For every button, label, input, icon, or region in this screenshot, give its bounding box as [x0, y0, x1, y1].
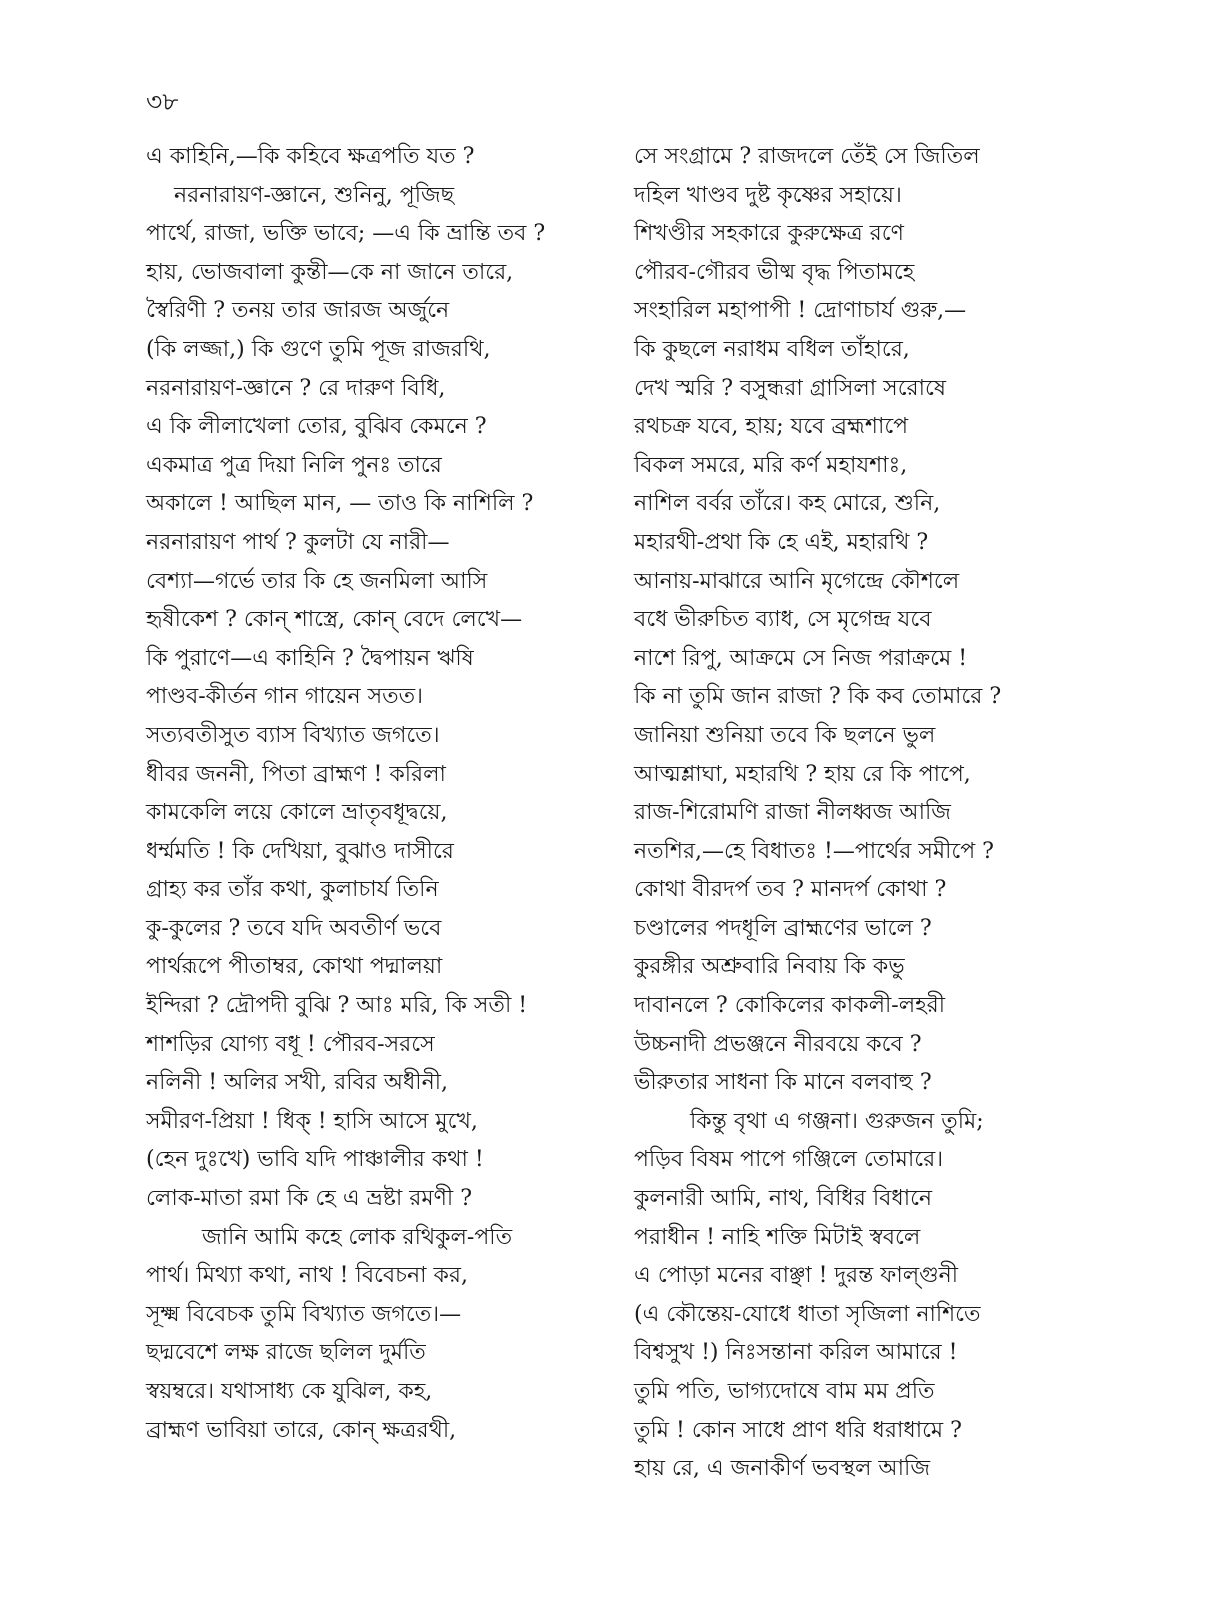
text-line: রাজ-শিরোমণি রাজা নীলধ্বজ আজি [634, 800, 951, 826]
text-line: হৃষীকেশ ? কোন্ শাস্ত্রে, কোন্ বেদে লেখে— [146, 607, 523, 633]
text-line: নতশির,—হে বিধাতঃ !—পার্থের সমীপে ? [634, 838, 994, 864]
text-line: শিখণ্ডীর সহকারে কুরুক্ষেত্র রণে [634, 221, 904, 247]
text-line: কিন্তু বৃথা এ গঞ্জনা। গুরুজন তুমি; [690, 1108, 984, 1134]
text-line: কুলনারী আমি, নাথ, বিধির বিধানে [634, 1186, 933, 1212]
text-line: একমাত্র পুত্র দিয়া নিলি পুনঃ তারে [146, 452, 442, 478]
text-line: নরনারায়ণ পার্থ ? কুলটা যে নারী— [146, 529, 450, 555]
text-line: বধে ভীরুচিত ব্যাধ, সে মৃগেন্দ্র যবে [634, 607, 932, 633]
text-line: আত্মশ্লাঘা, মহারথি ? হায় রে কি পাপে, [634, 761, 971, 787]
text-line: ব্রাহ্মণ ভাবিয়া তারে, কোন্ ক্ষত্ররথী, [146, 1417, 457, 1443]
left-text-column [146, 138, 566, 1450]
text-line: সংহারিল মহাপাপী ! দ্রোণাচার্য গুরু,— [634, 298, 967, 324]
text-line: নরনারায়ণ-জ্ঞানে ? রে দারুণ বিধি, [146, 375, 446, 401]
text-line: বিশ্বসুখ !) নিঃসন্তানা করিল আমারে ! [634, 1340, 958, 1366]
text-line: সত্যবতীসুত ব্যাস বিখ্যাত জগতে। [146, 722, 440, 748]
text-line: (হেন দুঃখে) ভাবি যদি পাঞ্চালীর কথা ! [146, 1147, 484, 1173]
text-line: স্বৈরিণী ? তনয় তার জারজ অর্জুনে [146, 298, 450, 324]
text-line: জানিয়া শুনিয়া তবে কি ছলনে ভুল [634, 722, 936, 748]
text-line: পরাধীন ! নাহি শক্তি মিটাই স্ববলে [634, 1224, 921, 1250]
text-line: কি কুছলে নরাধম বধিল তাঁহারে, [634, 336, 910, 362]
text-line: ভীরুতার সাধনা কি মানে বলবাহু ? [634, 1070, 932, 1096]
text-line: পার্থ। মিথ্যা কথা, নাথ ! বিবেচনা কর, [146, 1263, 469, 1289]
text-line: বেশ্যা—গর্ভে তার কি হে জনমিলা আসি [146, 568, 488, 594]
text-line: এ পোড়া মনের বাঞ্ছা ! দুরন্ত ফাল্গুনী [634, 1263, 959, 1289]
text-line: উচ্চনাদী প্রভঞ্জনে নীরবয়ে কবে ? [634, 1031, 922, 1057]
text-line: কামকেলি লয়ে কোলে ভ্রাতৃবধূদ্বয়ে, [146, 800, 448, 826]
text-line: নাশে রিপু, আক্রমে সে নিজ পরাক্রমে ! [634, 645, 968, 671]
text-line: শাশড়ির যোগ্য বধূ ! পৌরব-সরসে [146, 1031, 435, 1057]
text-line: চণ্ডালের পদধূলি ব্রাহ্মণের ভালে ? [634, 915, 932, 941]
text-line: রথচক্র যবে, হায়; যবে ব্রহ্মশাপে [634, 414, 909, 440]
text-line: জানি আমি কহে লোক রথিকুল-পতি [202, 1224, 513, 1250]
text-line: নলিনী ! অলির সখী, রবির অধীনী, [146, 1070, 448, 1096]
text-line: দহিল খাণ্ডব দুষ্ট কৃষ্ণের সহায়ে। [634, 182, 902, 208]
text-line: পড়িব বিষম পাপে গঞ্জিলে তোমারে। [634, 1147, 944, 1173]
text-line: মহারথী-প্রথা কি হে এই, মহারথি ? [634, 529, 929, 555]
text-line: বিকল সমরে, মরি কর্ণ মহাযশাঃ, [634, 452, 908, 478]
text-line: কোথা বীরদর্প তব ? মানদর্প কোথা ? [634, 877, 947, 903]
text-line: কু-কুলের ? তবে যদি অবতীর্ণ ভবে [146, 915, 442, 941]
text-line: গ্রাহ্য কর তাঁর কথা, কুলাচার্য তিনি [146, 877, 439, 903]
text-line: পার্থে, রাজা, ভক্তি ভাবে; —এ কি ভ্রান্তি তব ? [146, 221, 546, 247]
text-line: সূক্ষ্ম বিবেচক তুমি বিখ্যাত জগতে।— [146, 1301, 462, 1327]
text-line: দেখ স্মরি ? বসুন্ধরা গ্রাসিলা সরোষে [634, 375, 946, 401]
text-line: দাবানলে ? কোকিলের কাকলী-লহরী [634, 993, 946, 1019]
text-line: এ কাহিনি,—কি কহিবে ক্ষত্রপতি যত ? [146, 144, 475, 169]
text-line: কি পুরাণে—এ কাহিনি ? দ্বৈপায়ন ঋষি [146, 645, 474, 671]
text-line: ছদ্মবেশে লক্ষ রাজে ছলিল দুর্মতি [146, 1340, 426, 1366]
text-line: (এ কৌন্তেয়-যোধে ধাতা সৃজিলা নাশিতে [634, 1301, 981, 1327]
text-line: কি না তুমি জান রাজা ? কি কব তোমারে ? [634, 684, 1002, 710]
text-line: ধর্ম্মমতি ! কি দেখিয়া, বুঝাও দাসীরে [146, 838, 454, 864]
text-line: সমীরণ-প্রিয়া ! ধিক্ ! হাসি আসে মুখে, [146, 1108, 478, 1134]
text-line: ধীবর জননী, পিতা ব্রাহ্মণ ! করিলা [146, 761, 446, 787]
text-line: পৌরব-গৌরব ভীষ্ম বৃদ্ধ পিতামহে [634, 259, 915, 285]
text-line: হায় রে, এ জনাকীর্ণ ভবস্থল আজি [634, 1456, 931, 1482]
text-line: স্বয়ম্বরে। যথাসাধ্য কে যুঝিল, কহ, [146, 1379, 433, 1404]
text-line: নরনারায়ণ-জ্ঞানে, শুনিনু, পূজিছ [174, 182, 455, 208]
text-line: এ কি লীলাখেলা তোর, বুঝিব কেমনে ? [146, 414, 487, 440]
text-line: ইন্দিরা ? দ্রৌপদী বুঝি ? আঃ মরি, কি সতী ! [146, 993, 528, 1019]
text-line: কুরঙ্গীর অশ্রুবারি নিবায় কি কভু [634, 954, 905, 980]
text-line: লোক-মাতা রমা কি হে এ ভ্রষ্টা রমণী ? [146, 1186, 473, 1212]
text-line: নাশিল বর্বর তাঁরে। কহ মোরে, শুনি, [634, 491, 941, 517]
text-line: তুমি ! কোন সাধে প্রাণ ধরি ধরাধামে ? [634, 1417, 962, 1443]
text-line: তুমি পতি, ভাগ্যদোষে বাম মম প্রতি [634, 1379, 935, 1404]
text-line: হায়, ভোজবালা কুন্তী—কে না জানে তারে, [146, 259, 514, 285]
text-line: আনায়-মাঝারে আনি মৃগেন্দ্রে কৌশলে [634, 568, 960, 594]
page-number: ৩৮ [146, 87, 179, 116]
text-line: অকালে ! আছিল মান, — তাও কি নাশিলি ? [146, 491, 534, 517]
text-line: (কি লজ্জা,) কি গুণে তুমি পূজ রাজরথি, [146, 336, 491, 362]
right-text-column [634, 138, 1054, 1489]
text-line: সে সংগ্রামে ? রাজদলে তেঁই সে জিতিল [634, 144, 980, 169]
text-line: পাণ্ডব-কীর্তন গান গায়েন সতত। [146, 684, 424, 710]
text-line: পার্থরূপে পীতাম্বর, কোথা পদ্মালয়া [146, 954, 443, 980]
